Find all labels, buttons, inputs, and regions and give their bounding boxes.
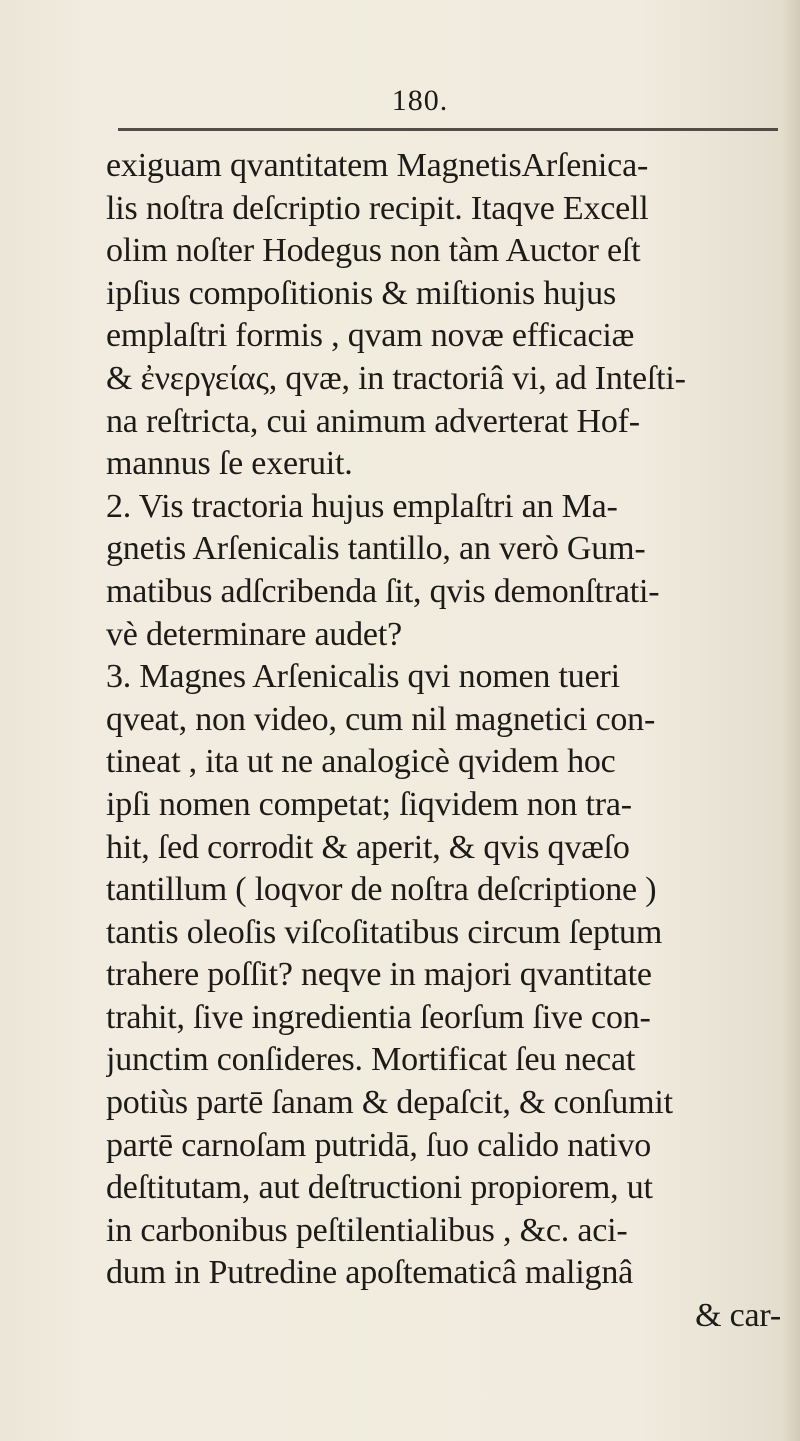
text-line: hit, ſed corrodit & aperit, & qvis qvæſo [106, 828, 630, 866]
text-line: lis noſtra deſcriptio recipit. Itaqve Excell [106, 189, 649, 227]
text-line: partē carnoſam putridā, ſuo calido nativo [106, 1126, 652, 1164]
page-number: 180. [391, 84, 449, 117]
text-line: tantillum ( loqvor de noſtra deſcriptione ) [106, 871, 657, 909]
text-line: tineat , ita ut ne analogicè qvidem hoc [106, 743, 616, 781]
text-line: potiùs partē ſanam & depaſcit, & conſumit [106, 1084, 673, 1122]
text-line: junctim conſideres. Mortificat ſeu necat [106, 1041, 636, 1079]
text-line: ipſius compoſitionis & miſtionis hujus [106, 274, 617, 312]
text-line: 2. Vis tractoria hujus emplaſtri an Ma- [106, 487, 618, 525]
text-line: trahit, ſive ingredientia ſeorſum ſive con- [106, 998, 651, 1036]
text-line: na reſtricta, cui animum adverterat Hof- [106, 402, 640, 440]
text-line: mannus ſe exeruit. [106, 445, 353, 483]
text-line: in carbonibus peſtilentialibus , &c. aci- [106, 1211, 628, 1249]
text-line: exiguam qvantitatem MagnetisArſenica- [106, 147, 649, 184]
text-line: 3. Magnes Arſenicalis qvi nomen tueri [106, 658, 620, 696]
text-line: tantis oleoſis viſcoſitatibus circum ſeptum [106, 913, 663, 951]
text-line: qveat, non video, cum nil magnetici con- [106, 700, 656, 738]
catchword: & car- [695, 1297, 781, 1335]
text-line: gnetis Arſenicalis tantillo, an verò Gum- [106, 530, 646, 568]
text-line: emplaſtri formis , qvam novæ efficaciæ [106, 317, 635, 355]
text-line: matibus adſcribenda ſit, qvis demonſtrati- [106, 572, 660, 610]
body-text [106, 145, 781, 1338]
text-line: dum in Putredine apoſtematicâ malignâ [106, 1254, 634, 1292]
page-edge-shadow [782, 0, 800, 1441]
text-line: & ἐνεργείας, qvæ, in tractoriâ vi, ad Inteſti- [106, 359, 686, 397]
text-line: olim noſter Hodegus non tàm Auctor eſt [106, 232, 641, 270]
text-line: deſtitutam, aut deſtructioni propiorem, ut [106, 1169, 653, 1207]
header-rule [118, 128, 778, 131]
text-line: vè determinare audet? [106, 615, 402, 653]
text-line: ipſi nomen competat; ſiqvidem non tra- [106, 785, 632, 823]
text-line: trahere poſſit? neqve in majori qvantitate [106, 956, 652, 994]
